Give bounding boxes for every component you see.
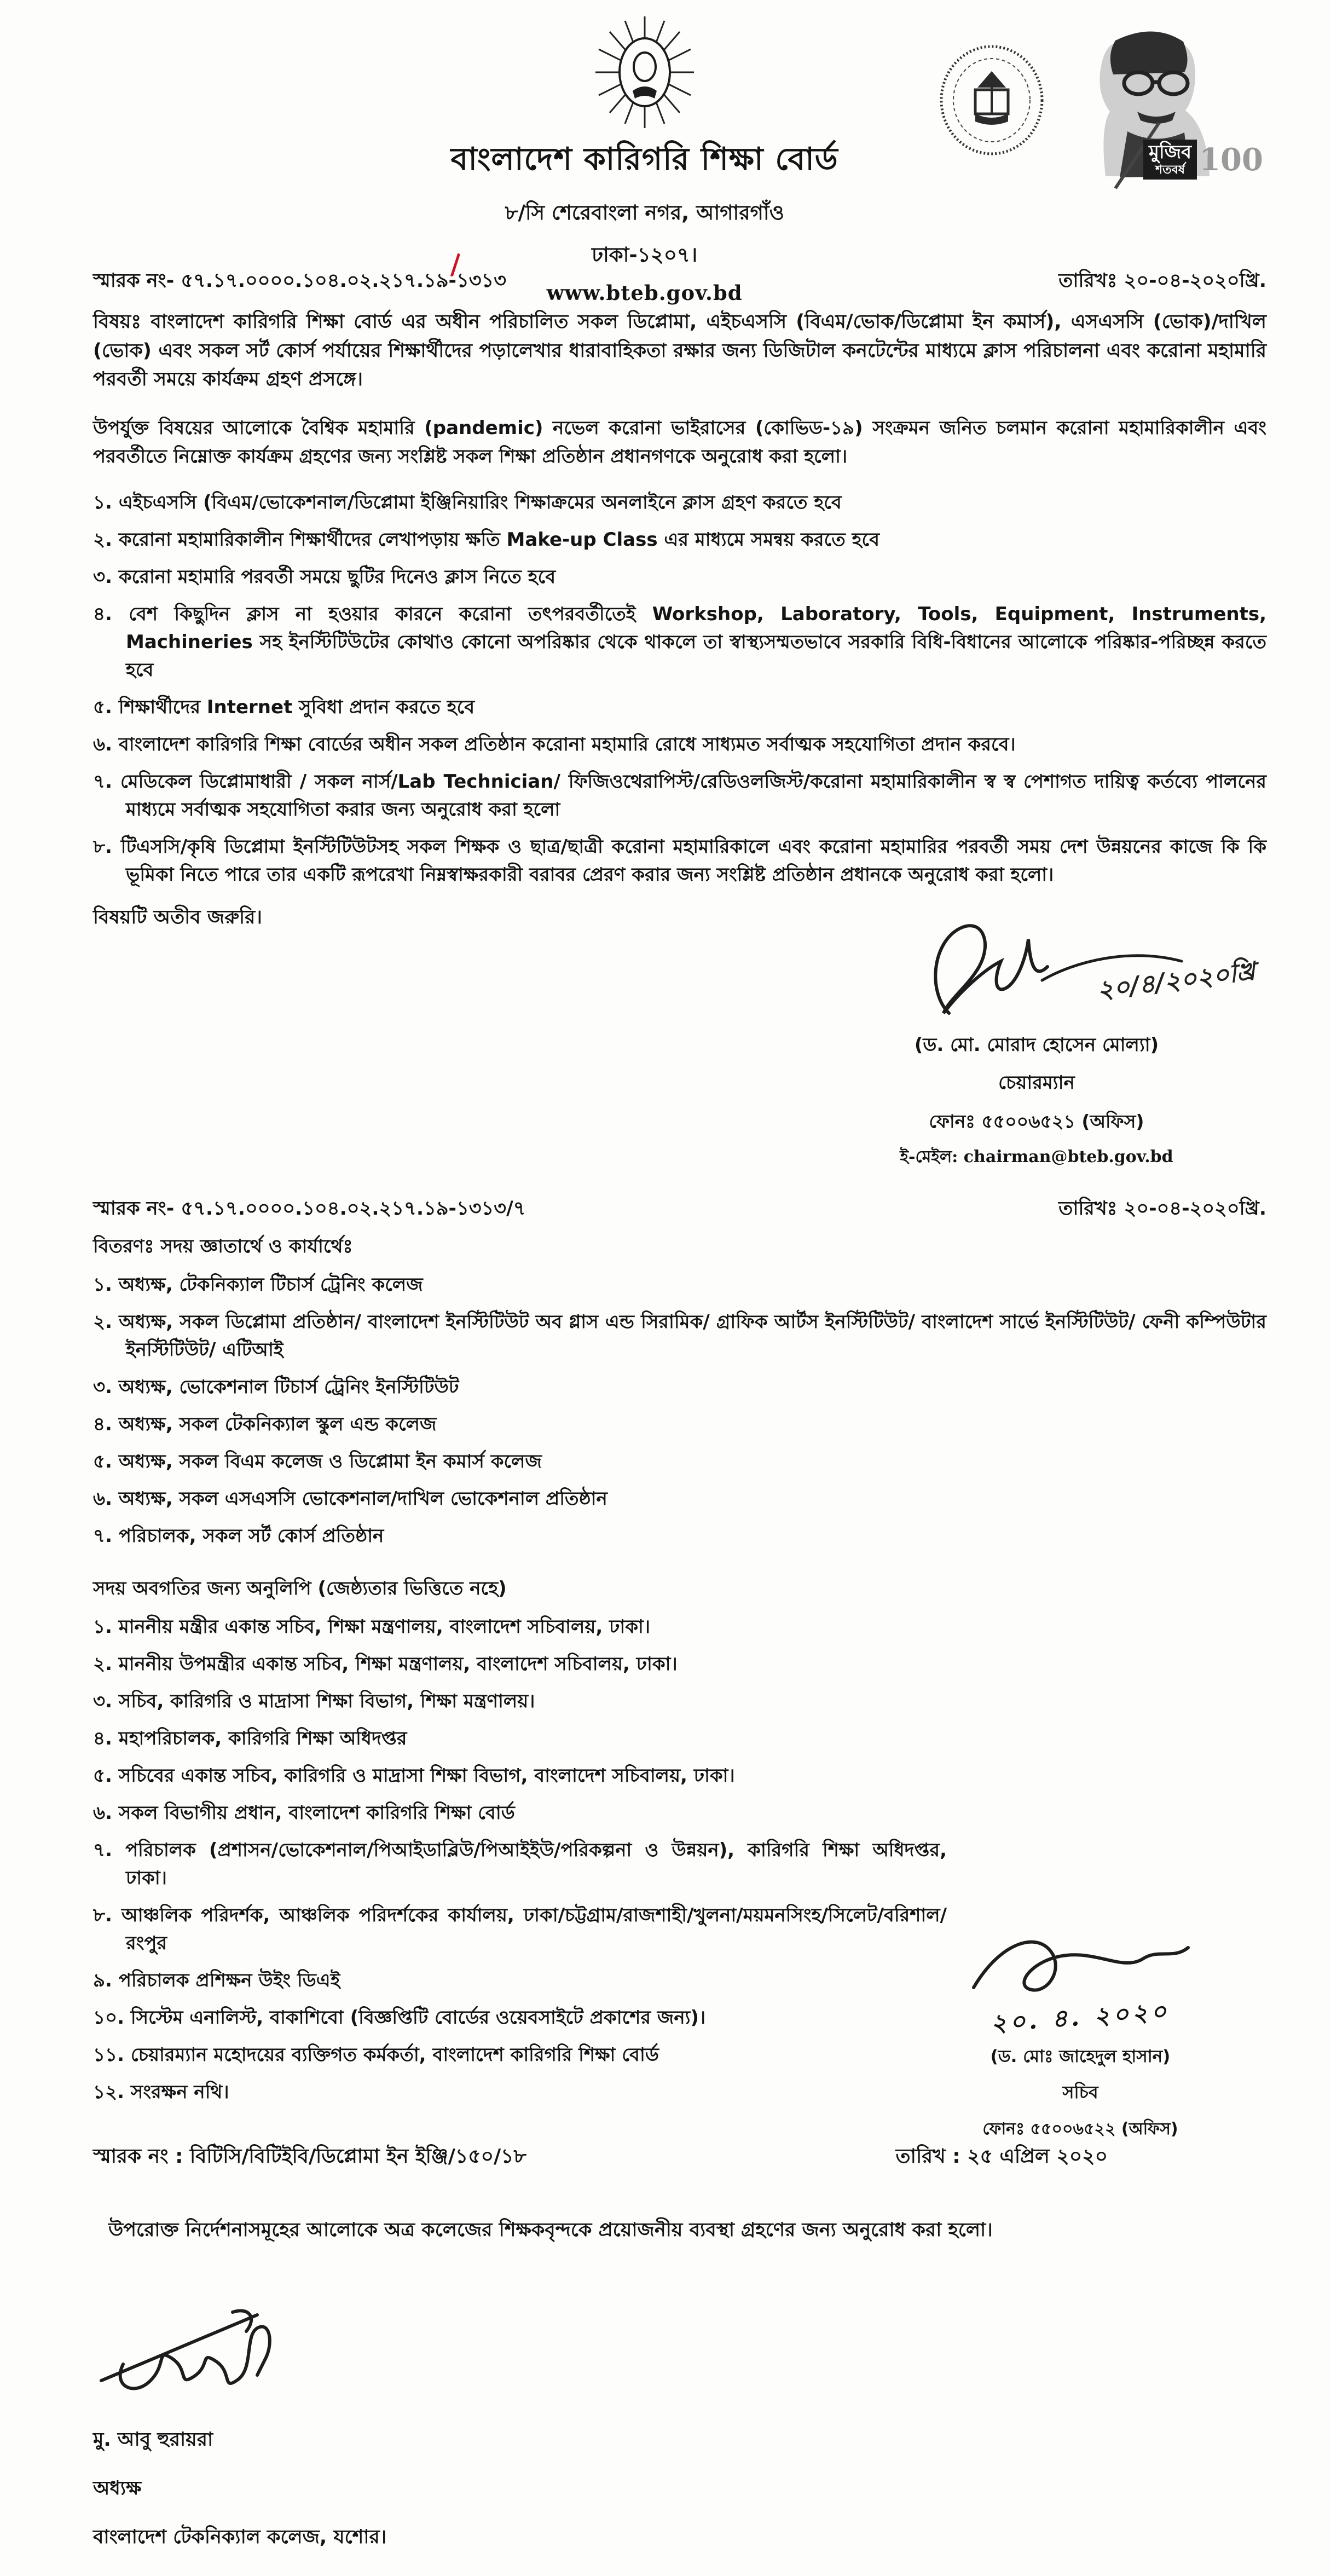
cc-list	[93, 1613, 947, 2106]
memo1-number-text: স্মারক নং- ৫৭.১৭.০০০০.১০৪.০২.২১৭.১৯-১৩১৩	[93, 270, 507, 292]
cc-item: ২. মাননীয় উপমন্ত্রীর একান্ত সচিব, শিক্ষা মন্ত্রণালয়, বাংলাদেশ সচিবালয়, ঢাকা।	[93, 1653, 678, 1675]
cc-item: ৬. সকল বিভাগীয় প্রধান, বাংলাদেশ কারিগরি শিক্ষা বোর্ড	[93, 1801, 515, 1824]
principal-institute: বাংলাদেশ টেকনিক্যাল কলেজ, যশোর।	[93, 2526, 387, 2548]
cc-item: ৯. পরিচালক প্রশিক্ষন উইং ডিএই	[93, 1969, 340, 1991]
distribution-item: ৬. অধ্যক্ষ, সকল এসএসসি ভোকেশনাল/দাখিল ভোকেশনাল প্রতিষ্ঠান	[93, 1487, 607, 1510]
memo2-number: স্মারক নং- ৫৭.১৭.০০০০.১০৪.০২.২১৭.১৯-১৩১৩/৭	[93, 1197, 526, 1220]
directive-item: ৬. বাংলাদেশ কারিগরি শিক্ষা বোর্ডের অধীন সকল প্রতিষ্ঠান করোনা মহামারি রোধে সাধ্যমত সর্বাত্মক সহযোগিতা প্রদান করবে।	[93, 733, 1016, 755]
org-website: www.bteb.gov.bd	[546, 281, 743, 305]
distribution-heading: বিতরণঃ সদয় জ্ঞাতার্থে ও কার্যার্থেঃ	[93, 1235, 353, 1257]
directive-list	[93, 489, 1266, 889]
distribution-list	[93, 1271, 1266, 1550]
principal-signature-icon	[93, 2293, 350, 2408]
memo3-date: তারিখ : ২৫ এপ্রিল ২০২০	[895, 2145, 1108, 2168]
principal-name: মু. আবু হুরায়রা	[93, 2428, 213, 2451]
secretary-handwritten-date: ২০. ৪. ২০২০	[989, 1997, 1171, 2038]
distribution-item: ৪. অধ্যক্ষ, সকল টেকনিক্যাল স্কুল এন্ড কলেজ	[93, 1413, 437, 1435]
cc-item: ৩. সচিব, কারিগরি ও মাদ্রাসা শিক্ষা বিভাগ, শিক্ষা মন্ত্রণালয়।	[93, 1690, 535, 1712]
org-city: ঢাকা-১২০৭।	[592, 243, 698, 267]
chairman-email: ই-মেইল: chairman@bteb.gov.bd	[900, 1147, 1173, 1166]
principal-signature-block	[93, 2293, 1266, 2554]
memo2-date: তারিখঃ ২০-০৪-২০২০খ্রি.	[1058, 1197, 1266, 1220]
directive-item: ১. এইচএসসি (বিএম/ভোকেশনাল/ডিপ্লোমা ইঞ্জিনিয়ারিং শিক্ষাক্রমের অনলাইনে ক্লাস গ্রহণ করতে হবে	[93, 491, 842, 513]
principal-designation: অধ্যক্ষ	[93, 2477, 142, 2499]
cc-item: ৫. সচিবের একান্ত সচিব, কারিগরি ও মাদ্রাসা শিক্ষা বিভাগ, বাংলাদেশ সচিবালয়, ঢাকা।	[93, 1764, 735, 1787]
cc-section	[93, 1574, 1266, 2139]
secretary-designation: সচিব	[1062, 2081, 1098, 2103]
memo2-row	[93, 1193, 1266, 1226]
directive-item: ৫. শিক্ষার্থীদের Internet সুবিধা প্রদান করতে হবে	[93, 696, 475, 718]
cc-item: ৪. মহাপরিচালক, কারিগরি শিক্ষা অধিদপ্তর	[93, 1727, 407, 1749]
mujib-badge-line1: মুজিব	[1149, 141, 1192, 164]
cc-item: ১০. সিস্টেম এনালিস্ট, বাকাশিবো (বিজ্ঞপ্তিটি বোর্ডের ওয়েবসাইটে প্রকাশের জন্য)।	[93, 2006, 706, 2029]
mujib-100-badge	[1143, 140, 1263, 180]
distribution-item: ১. অধ্যক্ষ, টেকনিক্যাল টিচার্স ট্রেনিং কলেজ	[93, 1273, 423, 1296]
org-address: ৮/সি শেরেবাংলা নগর, আগারগাঁও	[505, 201, 784, 224]
subject-line: বিষয়ঃ বাংলাদেশ কারিগরি শিক্ষা বোর্ড এর অধীন পরিচালিত সকল ডিপ্লোমা, এইচএসসি (বিএম/ভোক/ডিপ্লোমা ইন কমার্স), এসএসসি (ভোক)/দাখিল (ভোক) এবং সকল সর্ট কোর্স পর্যায়ের শিক্ষার্থীদের পড়ালেখার ধারাবাহিকতা রক্ষার জন্য ডিজিটাল কনটেন্টের মাধ্যমে ক্লাস পরিচালনা এবং করোনা মহামারি পরবর্তী সময়ে কার্যক্রম গ্রহণ প্রসঙ্গে।	[93, 311, 1266, 390]
directive-item: ২. করোনা মহামারিকালীন শিক্ষার্থীদের লেখাপড়ায় ক্ষতি Make-up Class এর মাধ্যমে সমন্বয় করতে হবে	[93, 528, 880, 551]
mujib-borsho-100-logo	[1077, 24, 1263, 195]
distribution-item: ২. অধ্যক্ষ, সকল ডিপ্লোমা প্রতিষ্ঠান/ বাংলাদেশ ইনস্টিটিউট অব গ্লাস এন্ড সিরামিক/ গ্রাফিক আর্টস ইনস্টিটিউট/ বাংলাদেশ সার্ভে ইনস্টিটিউট/ ফেনী কম্পিউটার ইনস্টিটিউট/ এটিআই	[93, 1310, 1266, 1361]
memo1-number	[93, 265, 506, 298]
directive-item: ৮. টিএসসি/কৃষি ডিপ্লোমা ইনস্টিটিউটসহ সকল শিক্ষক ও ছাত্র/ছাত্রী করোনা মহামারিকালে এবং করোনা মহামারির পরবর্তী সময় দেশ উন্নয়নের কাজে কি কি ভূমিকা নিতে পারে তার একটি রূপরেখা নিম্নস্বাক্ষরকারী বরাবর প্রেরণ করার জন্য সংশ্লিষ্ট প্রতিষ্ঠান প্রধানকে অনুরোধ করা হলো।	[93, 835, 1266, 886]
body-intro: উপর্যুক্ত বিষয়ের আলোকে বৈশ্বিক মহামারি (pandemic) নভেল করোনা ভাইরাসের (কোভিড-১৯) সংক্রমন জনিত চলমান করোনা মহামারিকালীন এবং পরবর্তীতে নিম্নোক্ত কার্যক্রম গ্রহণের জন্য সংশ্লিষ্ট সকল শিক্ষা প্রতিষ্ঠান প্রধানগণকে অনুরোধ করা হলো।	[93, 417, 1266, 468]
bteb-starburst-emblem-icon	[590, 14, 699, 130]
secretary-phone: ফোনঃ ৫৫০০৬৫২২ (অফিস)	[982, 2119, 1178, 2139]
cc-item: ১. মাননীয় মন্ত্রীর একান্ত সচিব, শিক্ষা মন্ত্রণালয়, বাংলাদেশ সচিবালয়, ঢাকা।	[93, 1615, 651, 1638]
secretary-signature-block	[900, 1925, 1261, 2144]
memo1-date: তারিখঃ ২০-০৪-২০২০খ্রি.	[1058, 270, 1266, 292]
chairman-handwritten-date: ২০/৪/২০২০খ্রি	[1095, 956, 1257, 1005]
directive-item: ৩. করোনা মহামারি পরবর্তী সময়ে ছুটির দিনেও ক্লাস নিতে হবে	[93, 565, 556, 588]
memo3-row	[93, 2141, 1266, 2174]
forwarding-note: উপরোক্ত নির্দেশনাসমূহের আলোকে অত্র কলেজের শিক্ষকবৃন্দকে প্রয়োজনীয় ব্যবস্থা গ্রহণের জন্য অনুরোধ করা হলো।	[108, 2219, 993, 2241]
chairman-designation: চেয়ারম্যান	[998, 1071, 1075, 1094]
mujib-badge-100: 100	[1199, 141, 1263, 178]
cc-item: ১১. চেয়ারম্যান মহোদয়ের ব্যক্তিগত কর্মকর্তা, বাংলাদেশ কারিগরি শিক্ষা বোর্ড	[93, 2043, 659, 2066]
cc-item: ১২. সংরক্ষন নথি।	[93, 2081, 229, 2103]
mujib-badge-text	[1143, 140, 1197, 180]
chairman-signature-block	[807, 909, 1266, 1171]
distribution-item: ৭. পরিচালক, সকল সর্ট কোর্স প্রতিষ্ঠান	[93, 1524, 384, 1547]
distribution-item: ৩. অধ্যক্ষ, ভোকেশনাল টিচার্স ট্রেনিং ইনস্টিটিউট	[93, 1376, 459, 1398]
directive-item: ৪. বেশ কিছুদিন ক্লাস না হওয়ার কারনে করোনা তৎপরবর্তীতেই Workshop, Laboratory, Tools, Equipment, Instruments, Machineries সহ ইনস্টিটিউটের কোথাও কোনো অপরিষ্কার থেকে থাকলে তা স্বাস্থ্যসম্মতভাবে সরকারি বিধি-বিধানের আলোকে পরিষ্কার-পরিচ্ছন্ন করতে হবে	[93, 603, 1266, 681]
mujib-badge-line2: শতবর্ষ	[1155, 163, 1185, 177]
memo3-number: স্মারক নং : বিটিসি/বিটিইবি/ডিপ্লোমা ইন ইঞ্জি/১৫০/১৮	[93, 2145, 526, 2168]
cc-item: ৮. আঞ্চলিক পরিদর্শক, আঞ্চলিক পরিদর্শকের কার্যালয়, ঢাকা/চট্টগ্রাম/রাজশাহী/খুলনা/ময়মনসিংহ/সিলেট/বরিশাল/রংপুর	[93, 1904, 947, 1954]
directive-item: ৭. মেডিকেল ডিপ্লোমাধারী / সকল নার্স/Lab Technician/ ফিজিওথেরাপিস্ট/রেডিওলজিস্ট/করোনা মহামারিকালীন স্ব স্ব পেশাগত দায়িত্ব কর্তব্যে পালনের মাধ্যমে সর্বাত্মক সহযোগিতা করার জন্য অনুরোধ করা হলো	[93, 770, 1266, 821]
secretary-name: (ড. মোঃ জাহেদুল হাসান)	[990, 2046, 1171, 2066]
cc-item: ৭. পরিচালক (প্রশাসন/ভোকেশনাল/পিআইডাব্লিউ/পিআইইউ/পরিকল্পনা ও উন্নয়ন), কারিগরি শিক্ষা অধিদপ্তর, ঢাকা।	[93, 1839, 947, 1889]
chairman-phone: ফোনঃ ৫৫০০৬৫২১ (অফিস)	[929, 1110, 1144, 1132]
urgent-note: বিষয়টি অতীব জরুরি।	[93, 906, 262, 928]
distribution-item: ৫. অধ্যক্ষ, সকল বিএম কলেজ ও ডিপ্লোমা ইন কমার্স কলেজ	[93, 1450, 542, 1472]
org-name: বাংলাদেশ কারিগরি শিক্ষা বোর্ড	[450, 141, 838, 177]
chairman-name: (ড. মো. মোরাদ হোসেন মোল্যা)	[914, 1033, 1159, 1056]
cc-heading: সদয় অবগতির জন্য অনুলিপি (জেষ্ঠ্যতার ভিত্তিতে নহে)	[93, 1577, 507, 1599]
bteb-round-seal-icon	[937, 43, 1046, 158]
